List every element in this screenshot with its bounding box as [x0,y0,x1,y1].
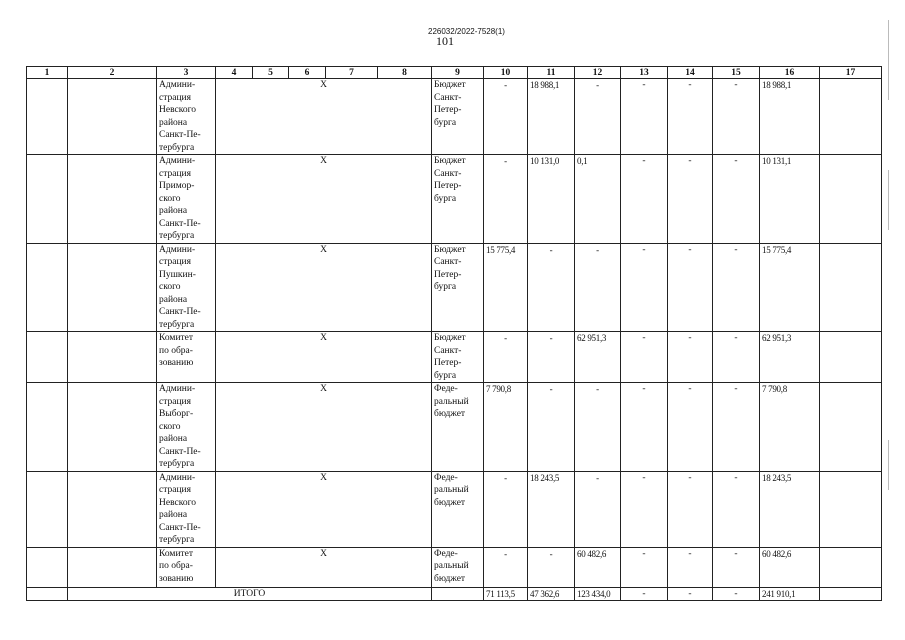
value-cell: 10 131,0 [528,155,575,244]
column-number: 5 [253,67,289,79]
value-cell: 0,1 [575,155,621,244]
value-cell: - [484,471,528,547]
organization-cell: Админи- страция Выборг- ского района Санкт-Пе- тербурга [157,383,216,472]
value-cell: 15 775,4 [484,243,528,332]
column-number: 9 [432,67,484,79]
total-value-cell: - [621,587,668,601]
value-cell: - [713,243,760,332]
table-row [27,547,882,587]
document-id: 226032/2022-7528(1) [428,27,505,36]
total-value-cell: 18 243,5 [760,471,820,547]
total-value-cell: 10 131,1 [760,155,820,244]
empty-cell [820,332,882,383]
column-numbers-row [27,67,882,79]
value-cell: - [484,79,528,155]
empty-cell [68,332,157,383]
funding-source-cell: Феде- ральный бюджет [432,547,484,587]
table-row [27,243,882,332]
empty-cell [27,587,68,601]
empty-cell [820,587,882,601]
total-row [27,587,882,601]
x-mark-cell: Х [216,383,432,472]
value-cell: 60 482,6 [575,547,621,587]
value-cell: - [668,471,713,547]
empty-cell [27,243,68,332]
table-row [27,79,882,155]
column-number: 12 [575,67,621,79]
value-cell: 62 951,3 [575,332,621,383]
value-cell: - [575,383,621,472]
empty-cell [820,155,882,244]
empty-cell [820,547,882,587]
column-number: 6 [289,67,326,79]
value-cell: - [621,547,668,587]
column-number: 17 [820,67,882,79]
value-cell: 18 988,1 [528,79,575,155]
budget-table [26,66,882,601]
empty-cell [27,155,68,244]
column-number: 16 [760,67,820,79]
empty-cell [68,547,157,587]
value-cell: - [575,79,621,155]
value-cell: - [621,79,668,155]
total-value-cell: - [713,587,760,601]
value-cell: - [713,547,760,587]
total-value-cell: 15 775,4 [760,243,820,332]
x-mark-cell: Х [216,471,432,547]
value-cell: - [713,383,760,472]
empty-cell [820,79,882,155]
organization-cell: Комитет по обра- зованию [157,547,216,587]
total-value-cell: 60 482,6 [760,547,820,587]
column-number: 4 [216,67,253,79]
funding-source-cell: Бюджет Санкт- Петер- бурга [432,79,484,155]
value-cell: - [621,155,668,244]
value-cell: - [668,79,713,155]
total-label: ИТОГО [68,587,432,601]
page-number: 101 [436,34,454,48]
value-cell: - [528,547,575,587]
column-number: 1 [27,67,68,79]
table-row [27,471,882,547]
table-row [27,155,882,244]
value-cell: - [484,155,528,244]
x-mark-cell: Х [216,79,432,155]
empty-cell [432,587,484,601]
table-row [27,383,882,472]
table-row [27,332,882,383]
value-cell: - [575,243,621,332]
value-cell: - [668,243,713,332]
value-cell: - [668,547,713,587]
organization-cell: Комитет по обра- зованию [157,332,216,383]
scan-edge-mark [888,440,889,490]
empty-cell [27,332,68,383]
funding-source-cell: Бюджет Санкт- Петер- бурга [432,155,484,244]
value-cell: - [528,383,575,472]
funding-source-cell: Бюджет Санкт- Петер- бурга [432,243,484,332]
empty-cell [27,79,68,155]
column-number: 3 [157,67,216,79]
value-cell: - [621,383,668,472]
empty-cell [27,547,68,587]
funding-source-cell: Феде- ральный бюджет [432,383,484,472]
value-cell: - [484,332,528,383]
column-number: 2 [68,67,157,79]
column-number: 14 [668,67,713,79]
value-cell: - [621,243,668,332]
column-number: 10 [484,67,528,79]
organization-cell: Админи- страция Примор- ского района Санкт-Пе- тербурга [157,155,216,244]
value-cell: - [621,332,668,383]
empty-cell [27,471,68,547]
empty-cell [68,79,157,155]
total-value-cell: 18 988,1 [760,79,820,155]
x-mark-cell: Х [216,155,432,244]
x-mark-cell: Х [216,332,432,383]
scan-edge-mark [888,170,889,230]
value-cell: - [668,383,713,472]
organization-cell: Админи- страция Пушкин- ского района Санкт-Пе- тербурга [157,243,216,332]
grand-total-cell: 241 910,1 [760,587,820,601]
value-cell: - [528,243,575,332]
empty-cell [27,383,68,472]
organization-cell: Админи- страция Невского района Санкт-Пе- тербурга [157,79,216,155]
x-mark-cell: Х [216,243,432,332]
total-value-cell: 7 790,8 [760,383,820,472]
empty-cell [68,155,157,244]
column-number: 11 [528,67,575,79]
value-cell: - [484,547,528,587]
value-cell: - [668,332,713,383]
value-cell: - [713,332,760,383]
total-value-cell: 47 362,6 [528,587,575,601]
scan-edge-mark [888,20,889,100]
value-cell: - [528,332,575,383]
x-mark-cell: Х [216,547,432,587]
total-value-cell: 71 113,5 [484,587,528,601]
empty-cell [68,471,157,547]
column-number: 13 [621,67,668,79]
value-cell: - [668,155,713,244]
total-value-cell: 123 434,0 [575,587,621,601]
value-cell: - [713,79,760,155]
value-cell: - [713,155,760,244]
value-cell: - [621,471,668,547]
funding-source-cell: Бюджет Санкт- Петер- бурга [432,332,484,383]
total-value-cell: - [668,587,713,601]
empty-cell [68,383,157,472]
value-cell: 7 790,8 [484,383,528,472]
value-cell: - [713,471,760,547]
empty-cell [820,471,882,547]
value-cell: 18 243,5 [528,471,575,547]
total-value-cell: 62 951,3 [760,332,820,383]
empty-cell [68,243,157,332]
value-cell: - [575,471,621,547]
organization-cell: Админи- страция Невского района Санкт-Пе- тербурга [157,471,216,547]
empty-cell [820,383,882,472]
column-number: 15 [713,67,760,79]
column-number: 7 [326,67,378,79]
empty-cell [820,243,882,332]
funding-source-cell: Феде- ральный бюджет [432,471,484,547]
column-number: 8 [378,67,432,79]
